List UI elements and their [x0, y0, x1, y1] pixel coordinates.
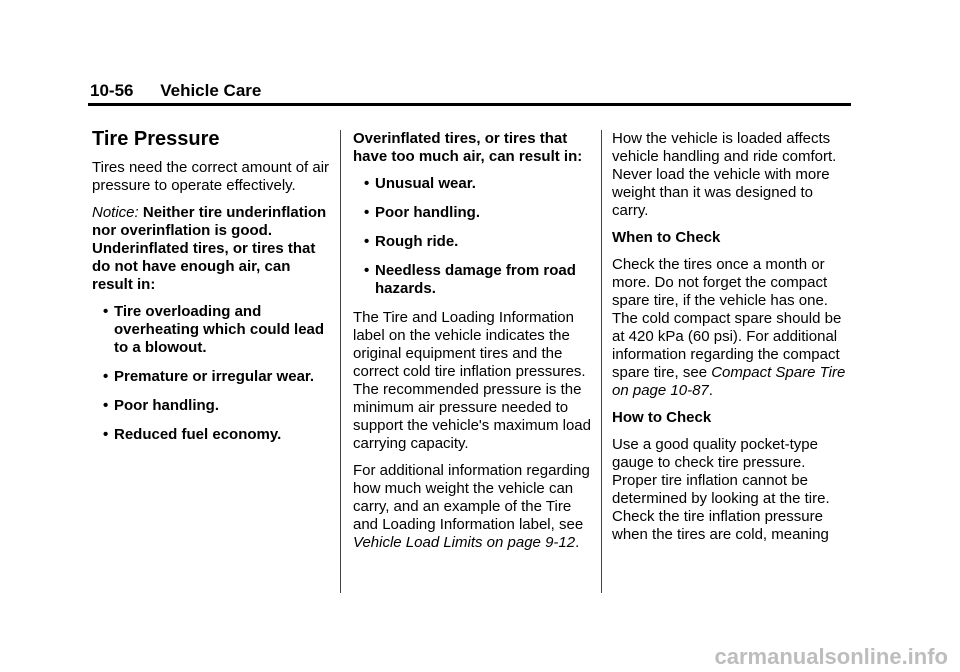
compact-spare-link[interactable]: Compact Spare Tire on page 10-87 — [612, 364, 846, 399]
list-item: • Rough ride. — [364, 233, 459, 250]
list-item: • Unusual wear. — [364, 175, 476, 192]
weight-paragraph: For additional information regarding how much weight the vehicle can carry, and an example of the Tire and Loading Information label, see Vehicle Load Limits on page 9-12. — [353, 462, 590, 551]
list-item: • Poor handling. — [364, 204, 480, 221]
column-divider-2 — [601, 130, 602, 593]
column-1 — [92, 127, 330, 455]
label-paragraph: The Tire and Loading Information label on the vehicle indicates the original equipment tires and the correct cold tire inflation pressures. The recommended pressure is the minimum air pressure needed to support the vehicle's maximum load carrying capacity. — [353, 309, 591, 452]
overinflation-lead: Overinflated tires, or tires that have too much air, can result in: — [353, 130, 583, 165]
how-to-check-heading: How to Check — [612, 409, 712, 426]
how-paragraph: Use a good quality pocket-type gauge to check tire pressure. Proper tire inflation cannot be determined by looking at the tire. Check the tire inflation pressure when the tires are cold, meaning — [612, 436, 830, 543]
list-item: • Tire overloading and overheating which could lead to a blowout. — [103, 303, 325, 356]
when-paragraph: Check the tires once a month or more. Do not forget the compact spare tire, if the vehicle has one. The cold compact spare should be at 420 kPa (60 psi). For additional information regarding the compact spare tire, see Compact Spare Tire on page 10-87. — [612, 256, 846, 399]
list-item: • Poor handling. — [103, 397, 219, 414]
underinflation-list — [92, 303, 330, 444]
overinflation-list — [353, 175, 591, 298]
column-divider-1 — [340, 130, 341, 593]
when-to-check-heading: When to Check — [612, 229, 721, 246]
vehicle-load-limits-link[interactable]: Vehicle Load Limits on page 9-12 — [353, 534, 576, 551]
column-3 — [612, 130, 850, 553]
header-rule — [88, 103, 851, 106]
list-item: • Needless damage from road hazards. — [364, 262, 576, 297]
notice-label: Notice: — [92, 204, 139, 221]
intro-paragraph: Tires need the correct amount of air pressure to operate effectively. — [92, 159, 330, 194]
watermark: carmanualsonline.info — [714, 644, 948, 669]
page-header — [90, 81, 261, 101]
section-title: Vehicle Care — [160, 81, 262, 100]
list-item: • Reduced fuel economy. — [103, 426, 282, 443]
loading-paragraph: How the vehicle is loaded affects vehicle handling and ride comfort. Never load the vehicle with more weight than it was designed to carry. — [612, 130, 837, 219]
column-2 — [353, 130, 591, 561]
list-item: • Premature or irregular wear. — [103, 368, 315, 385]
page-number: 10-56 — [90, 81, 134, 100]
section-heading: Tire Pressure — [92, 128, 220, 150]
notice-text: Neither tire underinflation nor overinflation is good. Underinflated tires, or tires that do not have enough air, can result in: — [92, 204, 327, 293]
notice-paragraph — [92, 204, 330, 294]
